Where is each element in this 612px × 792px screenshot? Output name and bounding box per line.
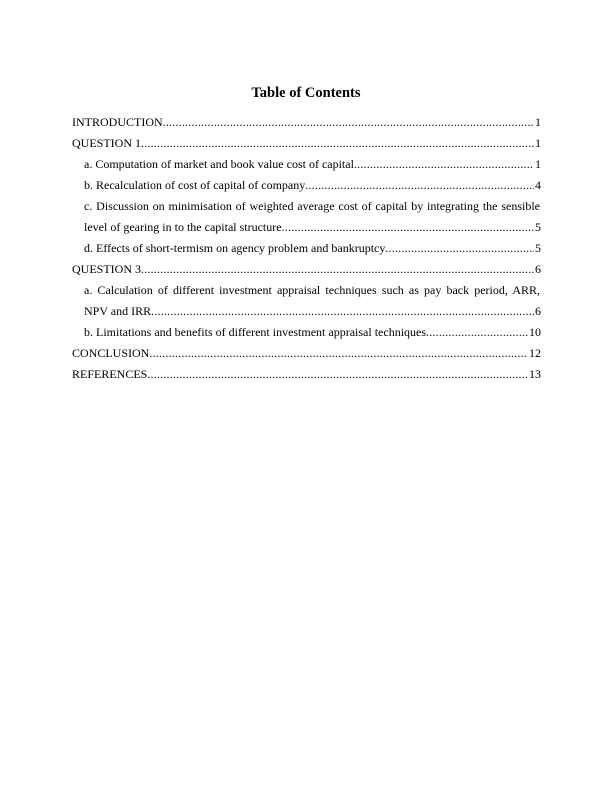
toc-entry-label-line2-wrap <box>84 301 541 322</box>
toc-entry-introduction[interactable] <box>72 112 541 133</box>
toc-entry-label: QUESTION 3 ..... <box>72 262 541 276</box>
toc-entry-label-line2: NPV and IRR ..... <box>84 304 541 318</box>
toc-entry-page: 5 <box>534 238 541 259</box>
toc-entry-q1-c[interactable] <box>72 196 541 238</box>
toc-entry-label-line1: a. Calculation of different investment appraisal techniques such as pay back period, ARR, <box>84 283 540 297</box>
toc-entry-label-line1: c. Discussion on minimisation of weighted average cost of capital by integrating the sensible <box>84 199 540 213</box>
toc-entry-label: d. Effects of short-termism on agency problem and bankruptcy ..... <box>84 241 541 255</box>
toc-entry-label: b. Limitations and benefits of different investment appraisal techniques ..... <box>84 325 541 339</box>
toc-entry-q3-a[interactable] <box>72 280 541 322</box>
toc-entry-label: REFERENCES ..... <box>72 367 541 381</box>
toc-entry-page: 10 <box>528 322 541 343</box>
toc-entry-page: 1 <box>534 112 541 133</box>
toc-entry-page: 12 <box>528 343 541 364</box>
toc-entry-question-3[interactable] <box>72 259 541 280</box>
toc-entry-label: INTRODUCTION ..... <box>72 115 541 129</box>
toc-entry-references[interactable] <box>72 364 541 385</box>
toc-entry-label: a. Computation of market and book value cost of capital ..... <box>84 157 541 171</box>
toc-entry-page: 6 <box>534 259 541 280</box>
toc-entry-q3-b[interactable] <box>72 322 541 343</box>
toc-entry-page: 1 <box>534 154 541 175</box>
toc-entry-q1-a[interactable] <box>72 154 541 175</box>
toc-entry-q1-d[interactable] <box>72 238 541 259</box>
toc-entry-label: b. Recalculation of cost of capital of company ..... <box>84 178 541 192</box>
toc-entry-label: CONCLUSION ..... <box>72 346 541 360</box>
toc-entry-page: 1 <box>534 133 541 154</box>
toc-entry-question-1[interactable] <box>72 133 541 154</box>
toc-entry-page: 4 <box>534 175 541 196</box>
toc-entry-page: 6 <box>534 301 541 322</box>
toc-entry-label: QUESTION 1 ..... <box>72 136 541 150</box>
toc-entry-q1-b[interactable] <box>72 175 541 196</box>
toc-title: Table of Contents <box>251 85 361 101</box>
table-of-contents <box>72 112 541 385</box>
toc-entry-page: 5 <box>534 217 541 238</box>
toc-entry-label-line2-wrap <box>84 217 541 238</box>
toc-entry-page: 13 <box>528 364 541 385</box>
toc-entry-conclusion[interactable] <box>72 343 541 364</box>
toc-entry-label-line2: level of gearing in to the capital structure ..... <box>84 220 541 234</box>
